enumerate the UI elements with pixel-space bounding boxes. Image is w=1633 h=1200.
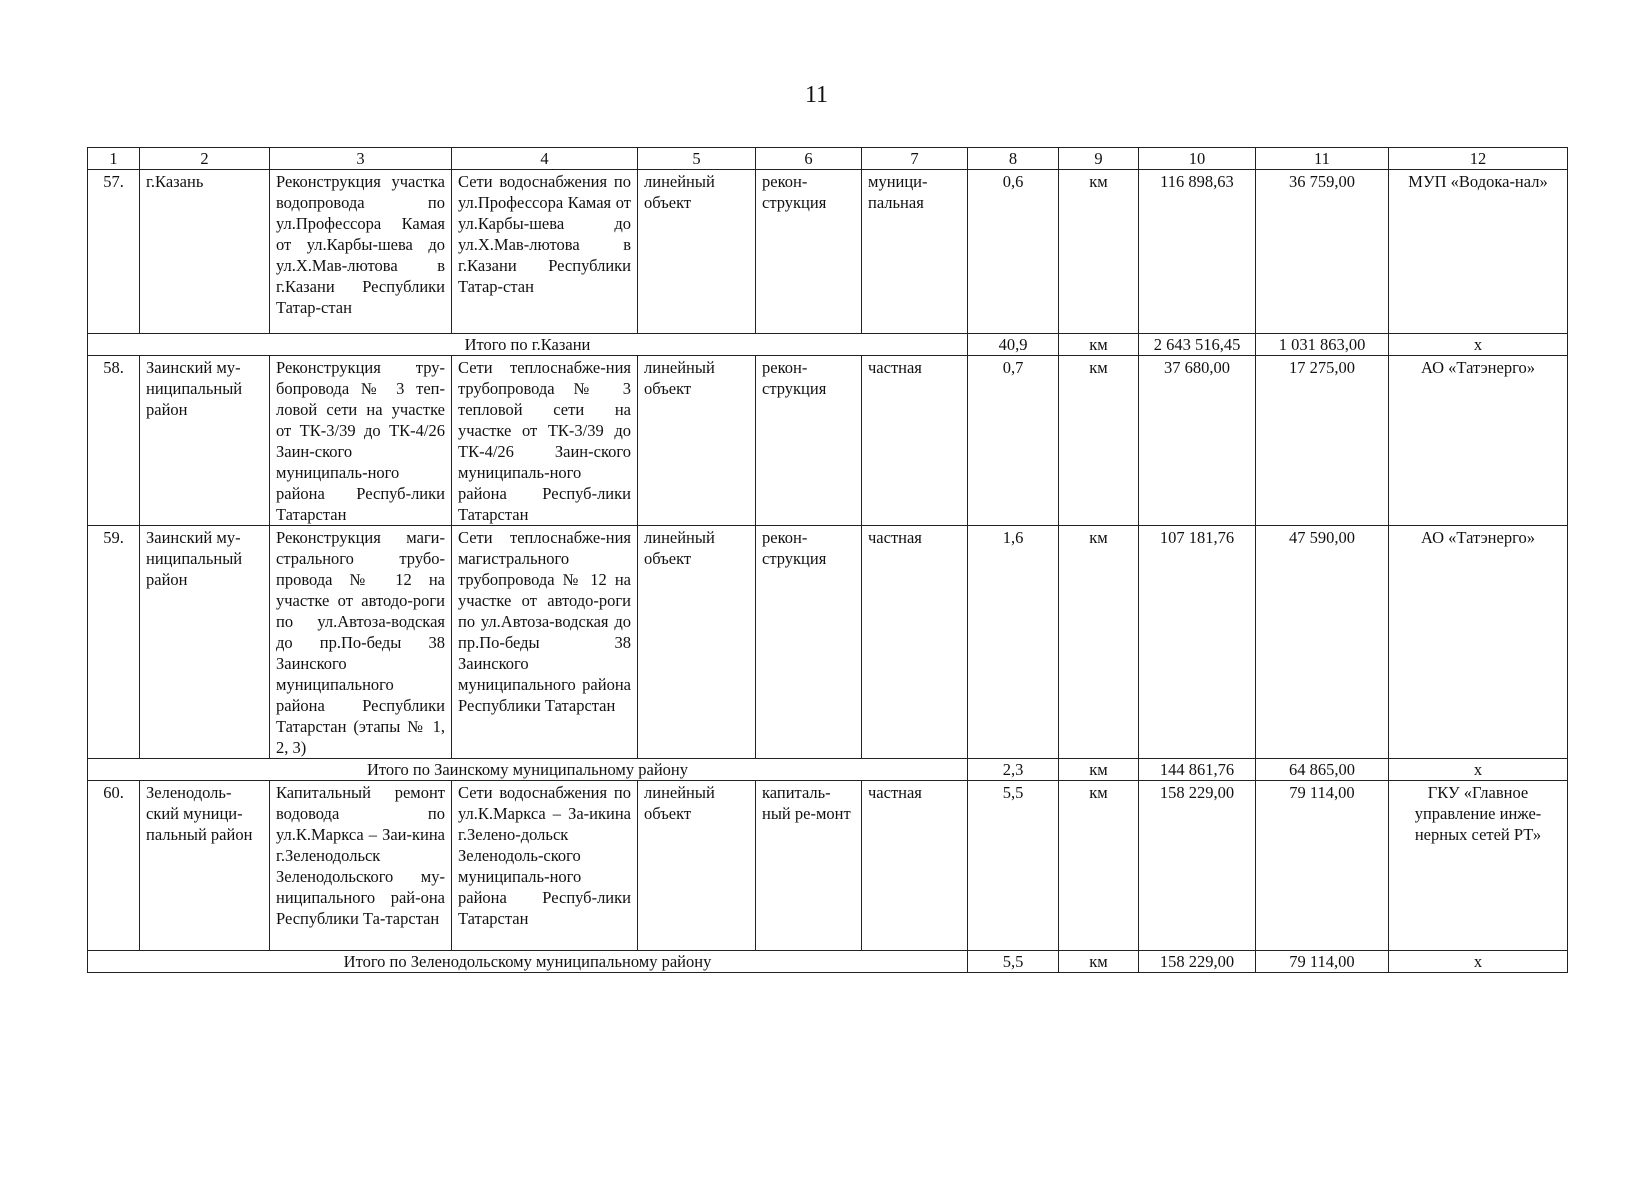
row-number: 60. (88, 781, 140, 951)
project-name-cell: Реконструкция участка водопровода по ул.Профессора Камая от ул.Карбы-шева до ул.Х.Мав-лютова в г.Казани Республики Татар-стан (270, 170, 452, 334)
quantity-cell: 0,7 (968, 356, 1059, 526)
unit-cell: км (1059, 526, 1139, 759)
object-cell: Сети водоснабжения по ул.К.Маркса – За-икина г.Зелено-дольск Зеленодоль-ского муниципаль-ного района Респуб-лики Татарстан (452, 781, 638, 951)
object-type-cell: линейный объект (638, 170, 756, 334)
operator-cell: АО «Татэнерго» (1389, 356, 1568, 526)
operator-cell: АО «Татэнерго» (1389, 526, 1568, 759)
row-number: 57. (88, 170, 140, 334)
district-cell: Зеленодоль-ский муници-пальный район (140, 781, 270, 951)
unit-cell: км (1059, 781, 1139, 951)
column-header: 7 (862, 148, 968, 170)
total-unit: км (1059, 334, 1139, 356)
column-header: 1 (88, 148, 140, 170)
total-quantity: 2,3 (968, 759, 1059, 781)
ownership-cell: частная (862, 781, 968, 951)
column-header: 6 (756, 148, 862, 170)
cost2-cell: 79 114,00 (1256, 781, 1389, 951)
quantity-cell: 0,6 (968, 170, 1059, 334)
total-label: Итого по г.Казани (88, 334, 968, 356)
cost-cell: 158 229,00 (1139, 781, 1256, 951)
project-name-cell: Капитальный ремонт водовода по ул.К.Маркса – Заи-кина г.Зеленодольск Зеленодольского му-ниципального рай-она Республики Та-тарстан (270, 781, 452, 951)
total-quantity: 5,5 (968, 951, 1059, 973)
project-name-cell: Реконструкция маги-стрального трубо-провода № 12 на участке от автодо-роги по ул.Автоза-водская до пр.По-беды 38 Заинского муниципального района Республики Татарстан (этапы № 1, 2, 3) (270, 526, 452, 759)
total-unit: км (1059, 951, 1139, 973)
total-cost: 144 861,76 (1139, 759, 1256, 781)
total-cost2: 64 865,00 (1256, 759, 1389, 781)
work-type-cell: рекон-струкция (756, 356, 862, 526)
work-type-cell: рекон-струкция (756, 526, 862, 759)
table-row (88, 526, 1568, 759)
cost2-cell: 47 590,00 (1256, 526, 1389, 759)
total-row (88, 951, 1568, 973)
ownership-cell: муници-пальная (862, 170, 968, 334)
unit-cell: км (1059, 170, 1139, 334)
projects-table (87, 147, 1568, 973)
district-cell: Заинский му-ниципальный район (140, 526, 270, 759)
column-header: 9 (1059, 148, 1139, 170)
total-operator: x (1389, 334, 1568, 356)
total-label: Итого по Заинскому муниципальному району (88, 759, 968, 781)
column-header: 4 (452, 148, 638, 170)
total-cost: 158 229,00 (1139, 951, 1256, 973)
ownership-cell: частная (862, 356, 968, 526)
total-cost2: 1 031 863,00 (1256, 334, 1389, 356)
cost-cell: 107 181,76 (1139, 526, 1256, 759)
operator-cell: ГКУ «Главное управление инже-нерных сетей РТ» (1389, 781, 1568, 951)
table-row (88, 356, 1568, 526)
table-row (88, 170, 1568, 334)
column-header: 12 (1389, 148, 1568, 170)
total-label: Итого по Зеленодольскому муниципальному району (88, 951, 968, 973)
object-type-cell: линейный объект (638, 526, 756, 759)
total-row (88, 334, 1568, 356)
total-quantity: 40,9 (968, 334, 1059, 356)
operator-cell: МУП «Водока-нал» (1389, 170, 1568, 334)
column-header: 5 (638, 148, 756, 170)
total-unit: км (1059, 759, 1139, 781)
object-type-cell: линейный объект (638, 781, 756, 951)
column-header: 11 (1256, 148, 1389, 170)
cost2-cell: 36 759,00 (1256, 170, 1389, 334)
object-cell: Сети водоснабжения по ул.Профессора Камая от ул.Карбы-шева до ул.Х.Мав-лютова в г.Казани Республики Татар-стан (452, 170, 638, 334)
column-header: 2 (140, 148, 270, 170)
quantity-cell: 1,6 (968, 526, 1059, 759)
project-name-cell: Реконструкция тру-бопровода № 3 теп-ловой сети на участке от ТК-3/39 до ТК-4/26 Заин-ского муниципаль-ного района Респуб-лики Татарстан (270, 356, 452, 526)
cost-cell: 116 898,63 (1139, 170, 1256, 334)
district-cell: Заинский му-ниципальный район (140, 356, 270, 526)
work-type-cell: капиталь-ный ре-монт (756, 781, 862, 951)
district-cell: г.Казань (140, 170, 270, 334)
column-header: 3 (270, 148, 452, 170)
cost-cell: 37 680,00 (1139, 356, 1256, 526)
total-operator: x (1389, 759, 1568, 781)
work-type-cell: рекон-струкция (756, 170, 862, 334)
total-operator: x (1389, 951, 1568, 973)
table-row (88, 781, 1568, 951)
object-cell: Сети теплоснабже-ния магистрального трубопровода № 12 на участке от автодо-роги по ул.Автоза-водская до пр.По-беды 38 Заинского муниципального района Республики Татарстан (452, 526, 638, 759)
row-number: 58. (88, 356, 140, 526)
cost2-cell: 17 275,00 (1256, 356, 1389, 526)
ownership-cell: частная (862, 526, 968, 759)
unit-cell: км (1059, 356, 1139, 526)
object-type-cell: линейный объект (638, 356, 756, 526)
row-number: 59. (88, 526, 140, 759)
quantity-cell: 5,5 (968, 781, 1059, 951)
total-cost2: 79 114,00 (1256, 951, 1389, 973)
column-header: 10 (1139, 148, 1256, 170)
total-row (88, 759, 1568, 781)
total-cost: 2 643 516,45 (1139, 334, 1256, 356)
column-header: 8 (968, 148, 1059, 170)
column-number-header-row (88, 148, 1568, 170)
object-cell: Сети теплоснабже-ния трубопровода № 3 тепловой сети на участке от ТК-3/39 до ТК-4/26 Заин-ского муниципаль-ного района Респуб-лики Татарстан (452, 356, 638, 526)
page-number: 11 (804, 82, 829, 108)
